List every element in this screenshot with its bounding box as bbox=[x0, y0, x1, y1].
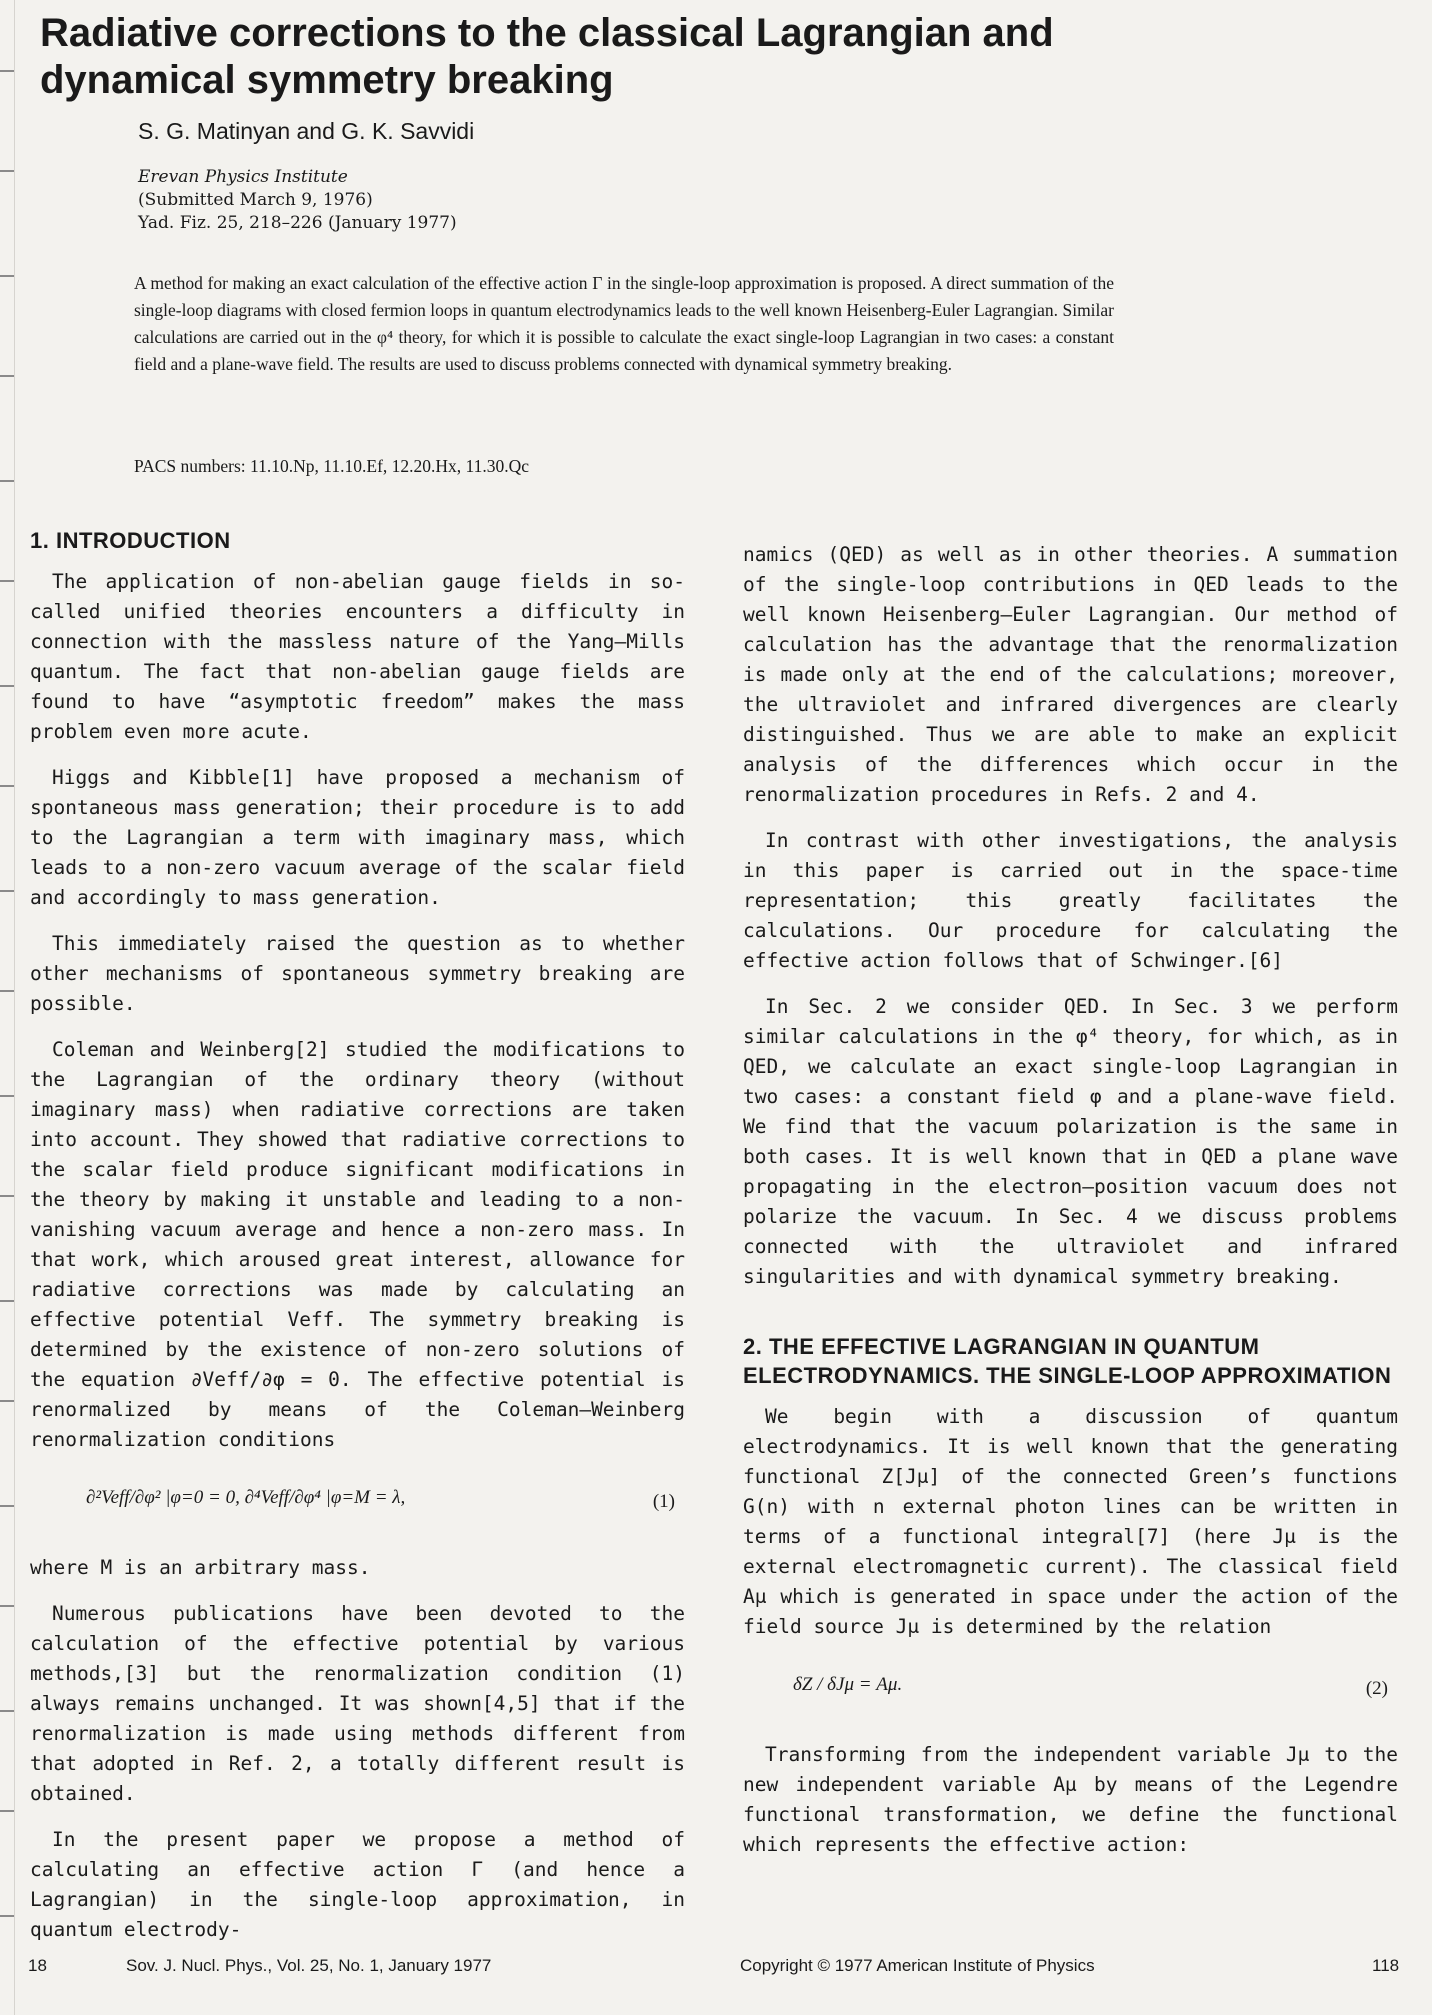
submitted-date: (Submitted March 9, 1976) bbox=[138, 190, 373, 210]
institute: Erevan Physics Institute bbox=[138, 167, 348, 187]
paragraph: In Sec. 2 we consider QED. In Sec. 3 we perform similar calculations in the φ⁴ theory, for which, as in QED, we calculate an exact single-loop Lagrangian in two cases: a constant field φ and a plane-wave field. We find that the vacuum polarization is the same in both cases. It is well known that in QED a plane wave propagating in the electron–position vacuum does not polarize the vacuum. In Sec. 4 we discuss problems connected with the ultraviolet and infrared singularities and with dynamical symmetry breaking. bbox=[743, 995, 1398, 1288]
section-heading: 2. THE EFFECTIVE LAGRANGIAN IN QUANTUM ELECTRODYNAMICS. THE SINGLE-LOOP APPROXIMATION bbox=[743, 1334, 1392, 1388]
binding-mark bbox=[0, 1095, 14, 1097]
binding-mark bbox=[0, 1915, 14, 1917]
page-number-right: 118 bbox=[1372, 1956, 1400, 1975]
paper-authors: S. G. Matinyan and G. K. Savvidi bbox=[138, 118, 475, 144]
paragraph: In contrast with other investigations, the analysis in this paper is carried out in the space-time representation; this greatly facilitates the calculations. Our procedure for calculating the effective action follows that of Schwinger.[6] bbox=[743, 829, 1398, 972]
binding-edge bbox=[0, 0, 15, 2015]
pacs-numbers: PACS numbers: 11.10.Np, 11.10.Ef, 12.20.Hx, 11.30.Qc bbox=[134, 456, 530, 476]
binding-mark bbox=[0, 275, 14, 277]
binding-mark bbox=[0, 1400, 14, 1402]
paragraph: Higgs and Kibble[1] have proposed a mechanism of spontaneous mass generation; their procedure is to add to the Lagrangian a term with imaginary mass, which leads to a non-zero vacuum average of the scalar field and accordingly to mass generation. bbox=[30, 766, 685, 909]
binding-mark bbox=[0, 480, 14, 482]
equation-1 bbox=[30, 1471, 685, 1531]
journal-footer: Sov. J. Nucl. Phys., Vol. 25, No. 1, January 1977 bbox=[126, 1956, 492, 1975]
equation-number: (2) bbox=[1365, 1678, 1388, 1699]
section-heading: 1. INTRODUCTION bbox=[30, 528, 231, 553]
binding-mark bbox=[0, 785, 14, 787]
paragraph: Coleman and Weinberg[2] studied the modifications to the Lagrangian of the ordinary theory (without imaginary mass) when radiative corrections are taken into account. They showed that radiative corrections to the scalar field produce significant modifications in the theory by making it unstable and leading to a non-vanishing vacuum average and hence a non-zero mass. In that work, which aroused great interest, allowance for radiative corrections was made by calculating an effective potential Veff. The symmetry breaking is determined by the existence of non-zero solutions of the equation ∂Veff/∂φ = 0. The effective potential is renormalized by means of the Coleman–Weinberg renormalization conditions bbox=[30, 1038, 685, 1451]
paper-title: Radiative corrections to the classical Lagrangian and dynamical symmetry breaking bbox=[40, 11, 1054, 102]
equation-number: (1) bbox=[652, 1491, 675, 1512]
paragraph: This immediately raised the question as to whether other mechanisms of spontaneous symmetry breaking are possible. bbox=[30, 932, 685, 1015]
left-column bbox=[30, 526, 685, 1961]
binding-mark bbox=[0, 375, 14, 377]
binding-mark bbox=[0, 890, 14, 892]
paragraph: where M is an arbitrary mass. bbox=[30, 1556, 371, 1579]
binding-mark bbox=[0, 170, 14, 172]
binding-mark bbox=[0, 685, 14, 687]
journal-reference: Yad. Fiz. 25, 218–226 (January 1977) bbox=[138, 213, 457, 233]
paragraph: Numerous publications have been devoted to the calculation of the effective potential by various methods,[3] but the renormalization condition (1) always remains unchanged. It was shown[4,5] that if the renormalization is made using methods different from that adopted in Ref. 2, a totally different result is obtained. bbox=[30, 1602, 685, 1805]
binding-mark bbox=[0, 1810, 14, 1812]
equation-body: δZ / δJμ = Aμ. bbox=[793, 1674, 903, 1695]
abstract: A method for making an exact calculation of the effective action Γ in the single-loop approximation is proposed. A direct summation of the single-loop diagrams with closed fermion loops in quantum electrodynamics leads to the well known Heisenberg-Euler Lagrangian. Similar calculations are carried out in the φ⁴ theory, for which it is possible to calculate the exact single-loop Lagrangian in two cases: a constant field and a plane-wave field. The results are used to discuss problems connected with dynamical symmetry breaking. bbox=[134, 273, 1114, 374]
binding-mark bbox=[0, 1605, 14, 1607]
affiliation-block bbox=[138, 166, 457, 235]
binding-mark bbox=[0, 1195, 14, 1197]
binding-mark bbox=[0, 1505, 14, 1507]
paragraph: We begin with a discussion of quantum electrodynamics. It is well known that the generating functional Z[Jμ] of the connected Green’s functions G(n) with n external photon lines can be written in terms of a functional integral[7] (here Jμ is the external electromagnetic current). The classical field Aμ which is generated in space under the action of the field source Jμ is determined by the relation bbox=[743, 1405, 1398, 1638]
binding-mark bbox=[0, 990, 14, 992]
binding-mark bbox=[0, 1300, 14, 1302]
binding-mark bbox=[0, 1710, 14, 1712]
equation-body: ∂²Veff/∂φ² |φ=0 = 0, ∂⁴Veff/∂φ⁴ |φ=M = λ, bbox=[86, 1487, 406, 1508]
page-number-left: 18 bbox=[28, 1956, 47, 1975]
right-column bbox=[743, 540, 1398, 1876]
binding-mark bbox=[0, 580, 14, 582]
equation-2 bbox=[743, 1658, 1398, 1718]
paragraph: Transforming from the independent variable Jμ to the new independent variable Aμ by means of the Legendre functional transformation, we define the functional which represents the effective action: bbox=[743, 1743, 1398, 1856]
paragraph: namics (QED) as well as in other theories. A summation of the single-loop contributions in QED leads to the well known Heisenberg–Euler Lagrangian. Our method of calculation has the advantage that the renormalization is made only at the end of the calculations; moreover, the ultraviolet and infrared divergences are clearly distinguished. Thus we are able to make an explicit analysis of the differences which occur in the renormalization procedures in Refs. 2 and 4. bbox=[743, 543, 1398, 806]
paragraph: In the present paper we propose a method of calculating an effective action Γ (and hence a Lagrangian) in the single-loop approximation, in quantum electrody- bbox=[30, 1828, 685, 1941]
copyright-footer: Copyright © 1977 American Institute of Physics bbox=[740, 1956, 1095, 1975]
paragraph: The application of non-abelian gauge fields in so-called unified theories encounters a difficulty in connection with the massless nature of the Yang–Mills quantum. The fact that non-abelian gauge fields are found to have “asymptotic freedom” makes the mass problem even more acute. bbox=[30, 570, 685, 743]
binding-mark bbox=[0, 70, 14, 72]
